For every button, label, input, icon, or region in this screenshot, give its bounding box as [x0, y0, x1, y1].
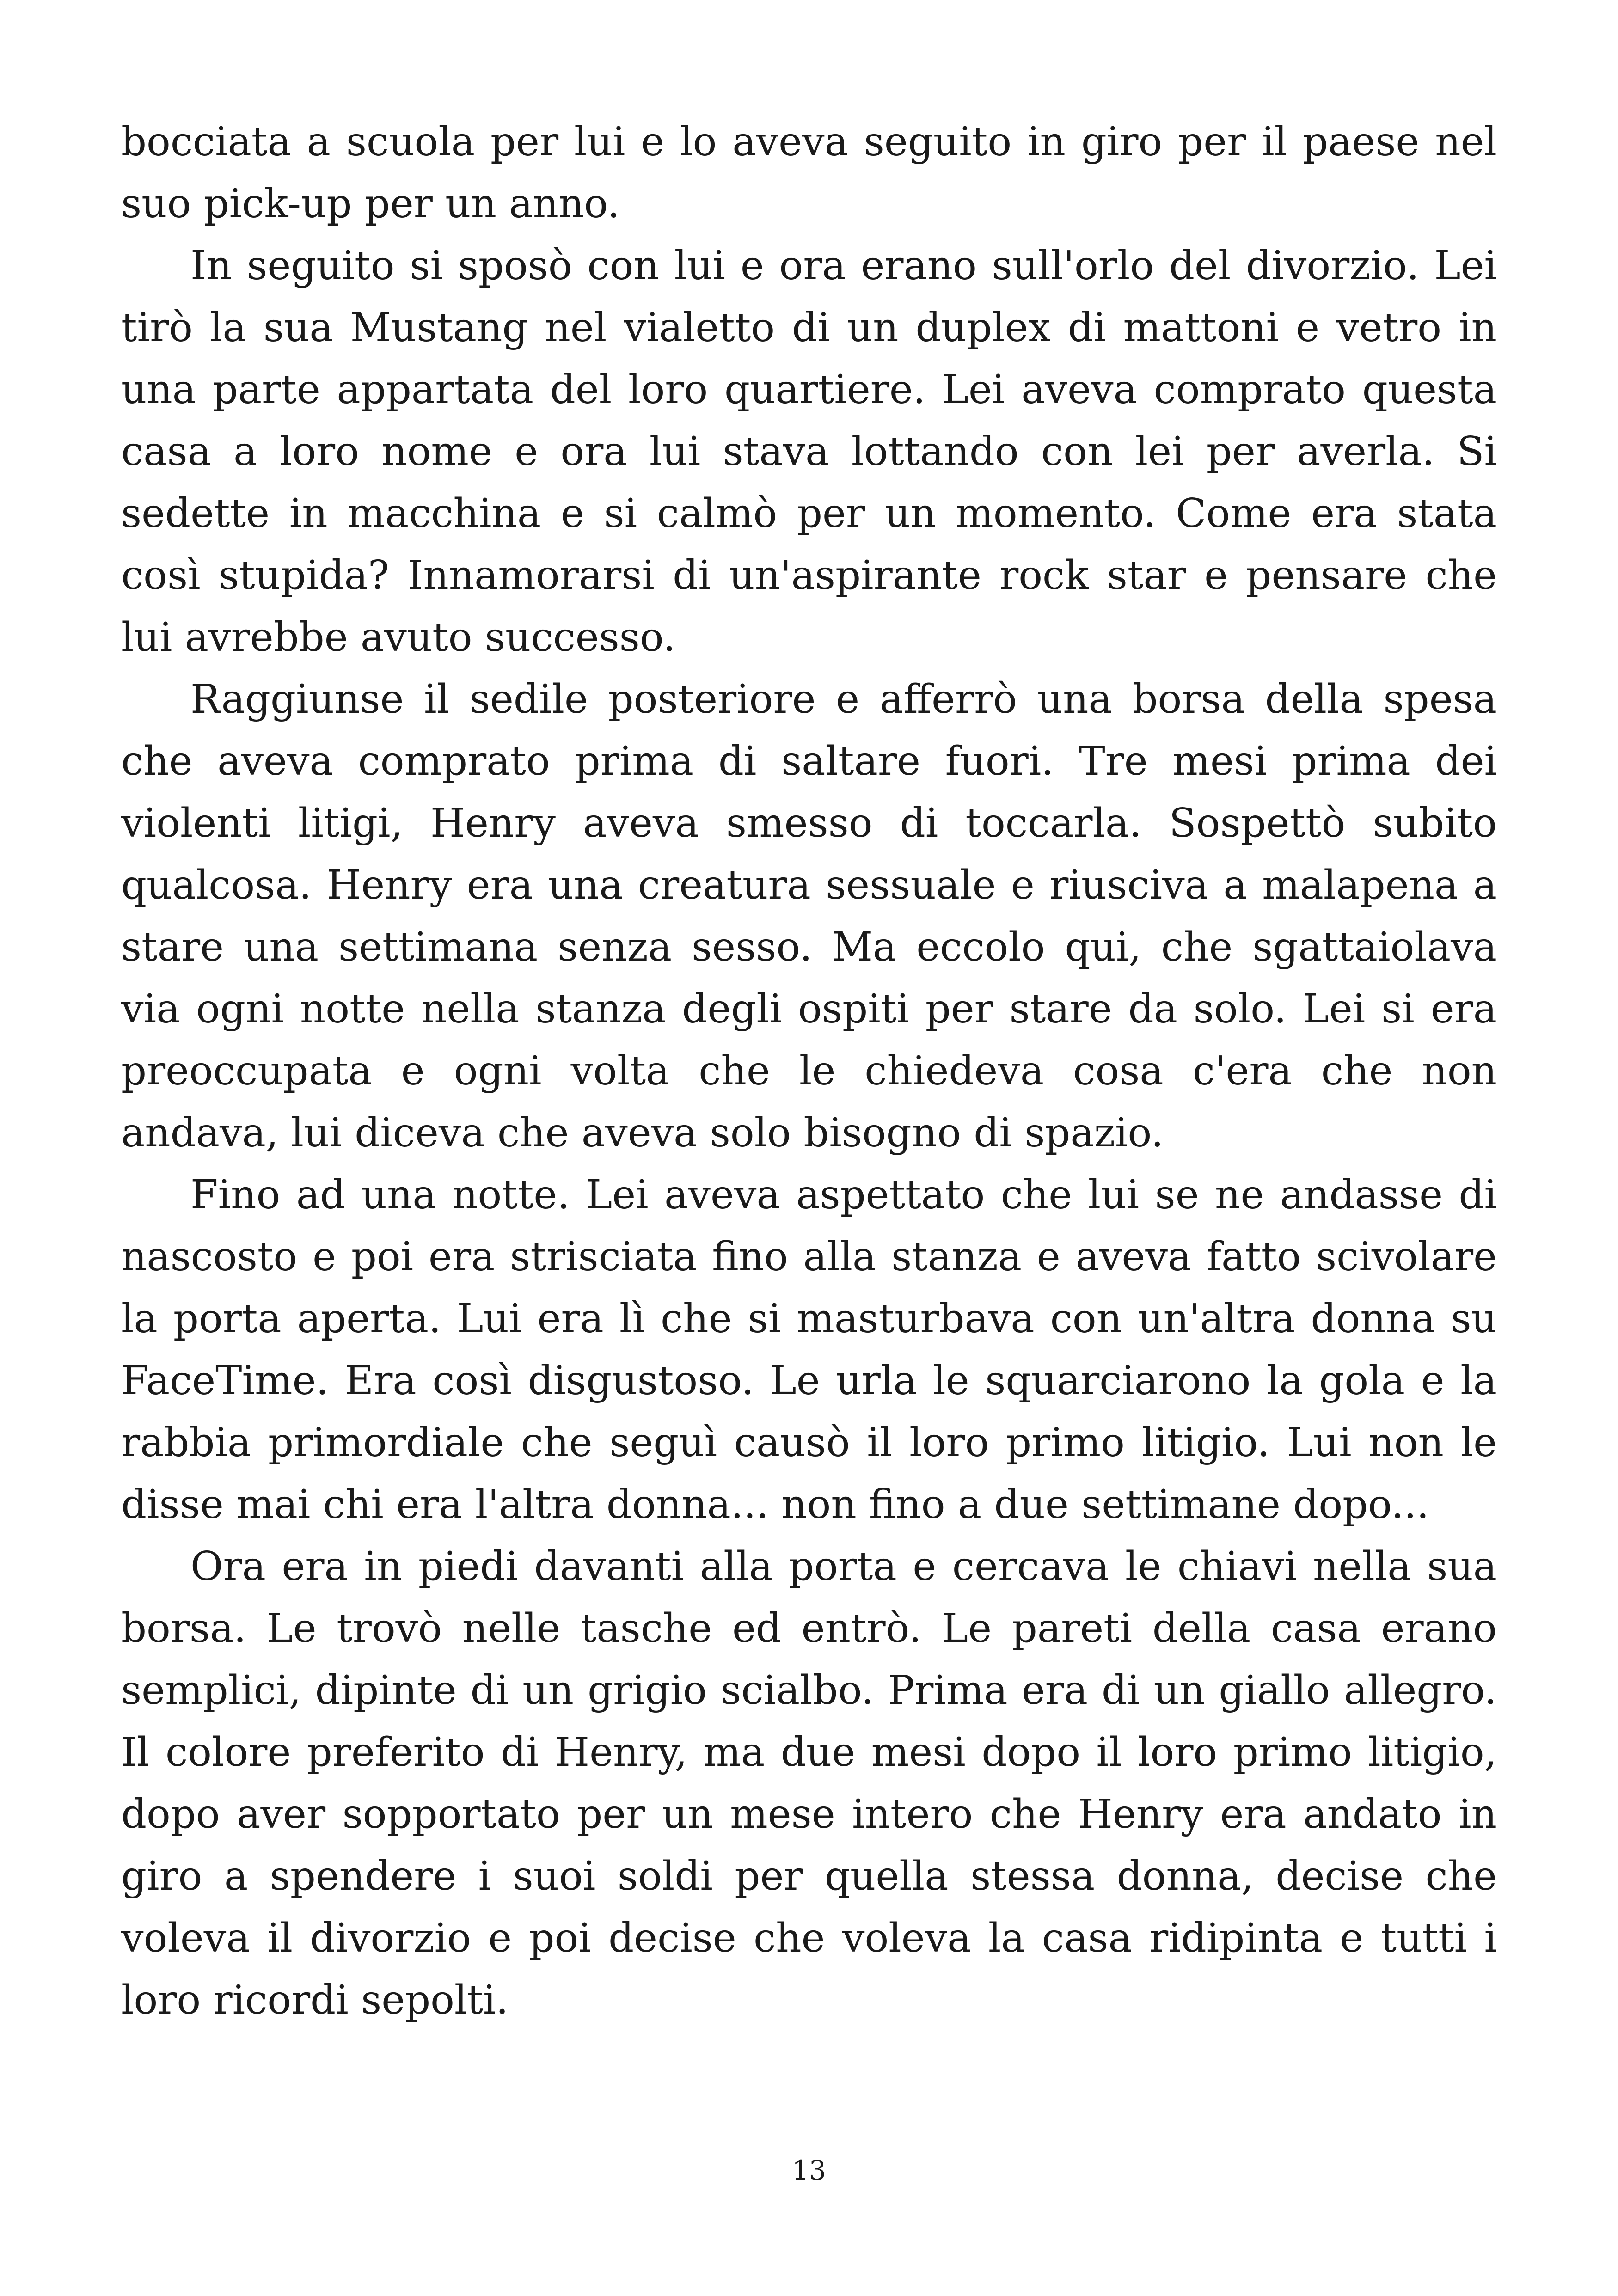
page-number: 13: [792, 2155, 826, 2186]
body-text: [121, 111, 1497, 2031]
paragraph-5: Ora era in piedi davanti alla porta e cercava le chiavi nella sua borsa. Le trovò nelle tasche ed entrò. Le pareti della casa erano semplici, dipinte di un grigio scialbo. Prima era di un giallo allegro. Il colore preferito di Henry, ma due mesi dopo il loro primo litigio, dopo aver sopportato per un mese intero che Henry era andato in giro a spendere i suoi soldi per quella stessa donna, decise che voleva il divorzio e poi decise che voleva la casa ridipinta e tutti i loro ricordi sepolti.: [121, 1543, 1497, 2023]
paragraph-4: Fino ad una notte. Lei aveva aspettato che lui se ne andasse di nascosto e poi era strisciata fino alla stanza e aveva fatto scivolare la porta aperta. Lui era lì che si masturbava con un'altra donna su FaceTime. Era così disgustoso. Le urla le squarciarono la gola e la rabbia primordiale che seguì causò il loro primo litigio. Lui non le disse mai chi era l'altra donna... non fino a due settimane dopo...: [121, 1172, 1497, 1528]
paragraph-1: bocciata a scuola per lui e lo aveva seguito in giro per il paese nel suo pick-up per un anno.: [121, 119, 1497, 227]
paragraph-3: Raggiunse il sedile posteriore e afferrò una borsa della spesa che aveva comprato prima di saltare fuori. Tre mesi prima dei violenti litigi, Henry aveva smesso di toccarla. Sospettò subito qualcosa. Henry era una creatura sessuale e riusciva a malapena a stare una settimana senza sesso. Ma eccolo qui, che sgattaiolava via ogni notte nella stanza degli ospiti per stare da solo. Lei si era preoccupata e ogni volta che le chiedeva cosa c'era che non andava, lui diceva che aveva solo bisogno di spazio.: [121, 676, 1497, 1156]
paragraph-2: In seguito si sposò con lui e ora erano sull'orlo del divorzio. Lei tirò la sua Mustang nel vialetto di un duplex di mattoni e vetro in una parte appartata del loro quartiere. Lei aveva comprato questa casa a loro nome e ora lui stava lottando con lei per averla. Si sedette in macchina e si calmò per un momento. Come era stata così stupida? Innamorarsi di un'aspirante rock star e pensare che lui avrebbe avuto successo.: [121, 243, 1497, 661]
